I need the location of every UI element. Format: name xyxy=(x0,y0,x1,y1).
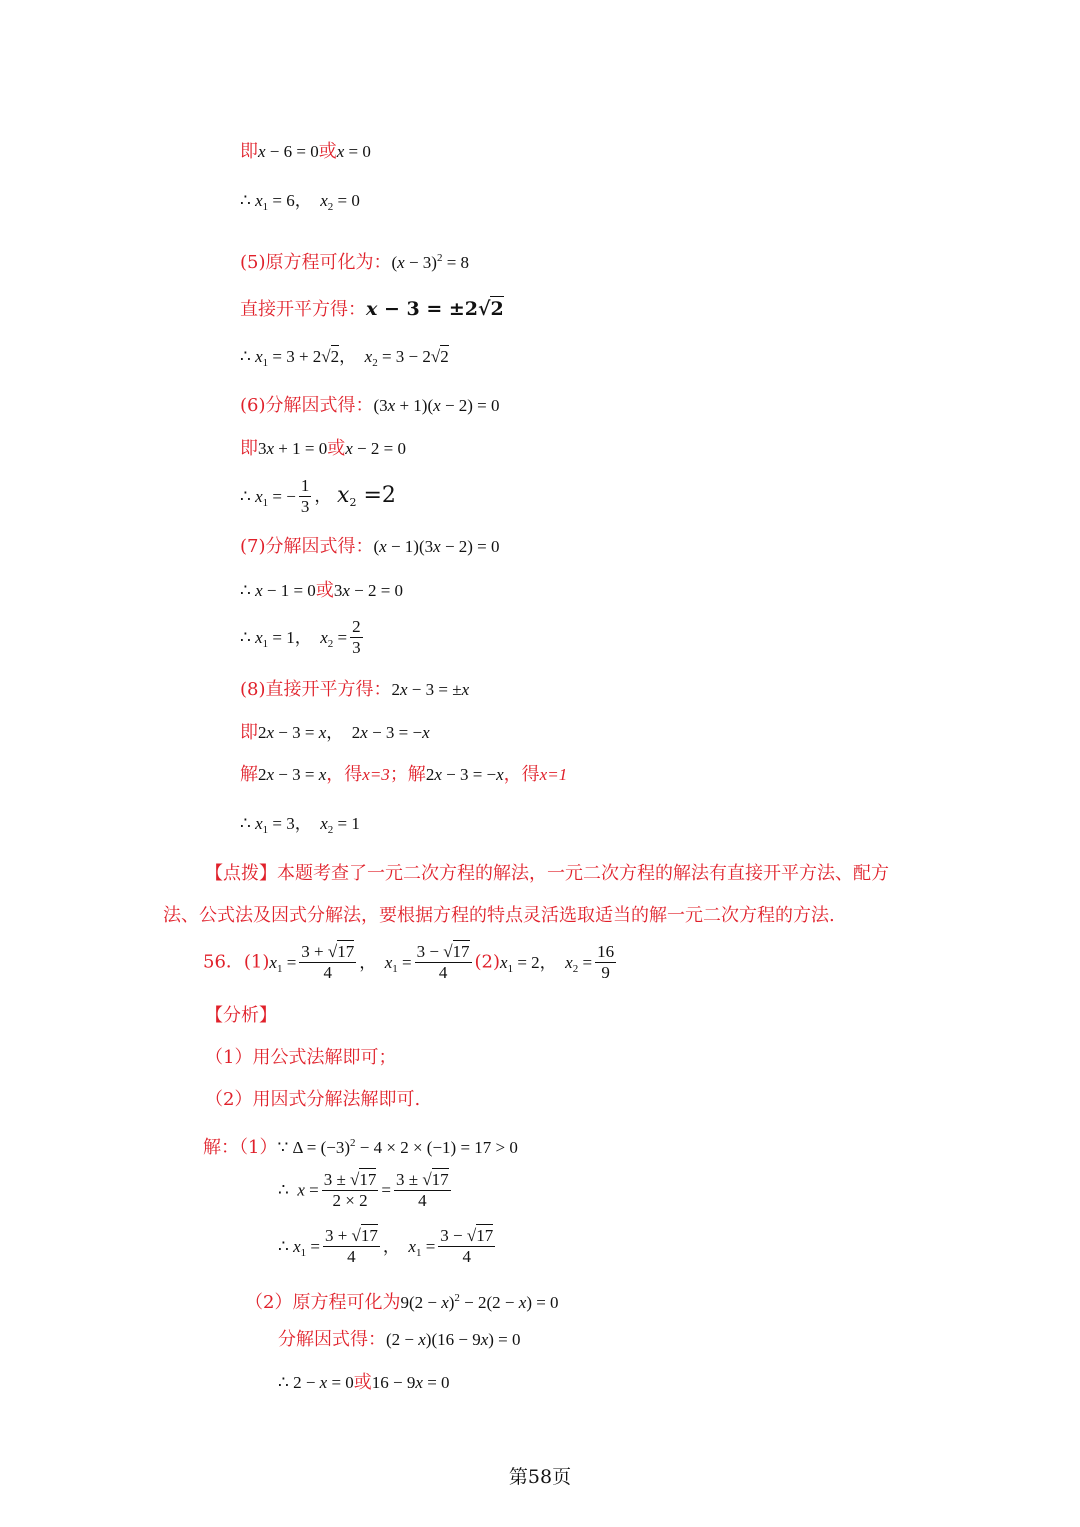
step-6-factors: 即3x + 1 = 0或x − 2 = 0 xyxy=(240,438,406,459)
step-5-label: (5)原方程可化为： xyxy=(240,252,392,273)
or-label-6: 或 xyxy=(327,438,346,459)
factor-label: 分解因式得： xyxy=(278,1329,386,1350)
step-5-roots: ∴ $x_1 = 3 + 2√2$， $x_2 = 3 - 2√2$ xyxy=(240,347,449,369)
solution-factor: 分解因式得：(2 − x)(16 − 9x) = 0 xyxy=(278,1329,521,1350)
step-8-sqrt: (8)直接开平方得：2x − 3 = ±x xyxy=(240,679,470,700)
ji-label-6: 即 xyxy=(240,438,258,459)
step-7-factors: ∴ x − 1 = 0或3x − 2 = 0 xyxy=(240,580,404,601)
de-label-2: ，得 xyxy=(503,764,540,785)
result-x1: x=1 xyxy=(539,765,568,784)
q56-part2: (2) xyxy=(474,951,501,973)
q56-number: 56． xyxy=(203,951,244,973)
jie-label-2: ；解 xyxy=(389,764,426,785)
step-8-cases: 即2x − 3 = x， 2x − 3 = −x xyxy=(240,722,430,743)
note-tag: 【点拨】 xyxy=(205,863,277,884)
analysis-1: （1）用公式法解即可； xyxy=(205,1047,397,1068)
ji-label-8: 即 xyxy=(240,722,258,743)
step-6-factor: (6)分解因式得：(3x + 1)(x − 2) = 0 xyxy=(240,395,500,416)
step-5-rewrite: (5)原方程可化为：$(x - 3)^2 = 8$ xyxy=(240,252,470,273)
note-line-2 xyxy=(163,904,835,928)
note-text-2: 法、公式法及因式分解法，要根据方程的特点灵活选取适当的解一元二次方程的方法. xyxy=(163,905,835,926)
solution-factors: ∴ 2 − x = 0或16 − 9x = 0 xyxy=(278,1372,450,1393)
solution-part2: （2）原方程可化为$9(2 - x)^2 - 2(2 - x) = 0$ xyxy=(245,1292,559,1313)
step-7-label: (7)分解因式得： xyxy=(240,536,374,557)
q56-part1: (1) xyxy=(243,951,270,973)
step-6-roots: ∴ $x_1$ = − $\frac{1}{3}$ ， $x_2 =2$ xyxy=(240,476,396,516)
analysis-2: （2）用因式分解法解即可. xyxy=(205,1089,421,1110)
or-label-7: 或 xyxy=(315,580,334,601)
step-6-label: (6)分解因式得： xyxy=(240,395,374,416)
step-8-roots: ∴ $x_1 = 3$， $x_2 = 1$ xyxy=(240,814,360,836)
result-x3: x=3 xyxy=(362,765,390,784)
solution-formula: ∴ x = $\frac{3 \pm √17}{2 \times 2}$ = $\frac{3 \pm √17}{4}$ xyxy=(278,1170,449,1210)
note-line-1 xyxy=(205,862,889,886)
page-number: 第58页 xyxy=(508,1466,572,1488)
q56-answer: 56．$(1)x_1$ = $\frac{3 + √17}{4}$ ， $x_1$ = $\frac{3 - √17}{4}$ $(2)x_1 = 2$， $x_2$ = $\frac{16}{9}$ xyxy=(203,942,615,982)
solve-label: 解： xyxy=(203,1137,239,1158)
analysis-title: 【分析】 xyxy=(205,1005,277,1026)
solve-part2: （2）原方程可化为 xyxy=(245,1292,401,1313)
step-5-open-label: 直接开平方得： xyxy=(240,299,366,320)
step-5-sqrt: 直接开平方得：x − 3 = ±2√2 xyxy=(240,298,504,320)
step-4-factors: 即x − 6 = 0或x = 0 xyxy=(240,141,371,162)
step-8-label: (8)直接开平方得： xyxy=(240,679,392,700)
jie-label: 解 xyxy=(240,764,258,785)
de-label-1: ，得 xyxy=(326,764,363,785)
ji-label: 即 xyxy=(240,141,258,162)
step-8-solve: 解2x − 3 = x，得x=3；解2x − 3 = −x，得x=1 xyxy=(240,764,568,785)
step-7-factor: (7)分解因式得：(x − 1)(3x − 2) = 0 xyxy=(240,536,500,557)
or-label: 或 xyxy=(318,141,337,162)
solution-roots-1: ∴ $x_1$ = $\frac{3 + √17}{4}$ ， $x_1$ = $\frac{3 - √17}{4}$ xyxy=(278,1226,494,1266)
note-text-1: 本题考查了一元二次方程的解法，一元二次方程的解法有直接开平方法、配方 xyxy=(277,863,889,884)
or-label-56: 或 xyxy=(353,1372,372,1393)
solution-delta: 解：（1）∵ $\Delta = (-3)^2 - 4 \times 2 \times (-1) = 17 > 0$ xyxy=(203,1137,518,1158)
solve-part1: （1） xyxy=(239,1137,278,1158)
step-7-roots: ∴ $x_1 = 1$， $x_2$ = $\frac{2}{3}$ xyxy=(240,617,361,657)
step-4-roots: ∴ $x_1 = 6$， $x_2 = 0$ xyxy=(240,191,360,213)
